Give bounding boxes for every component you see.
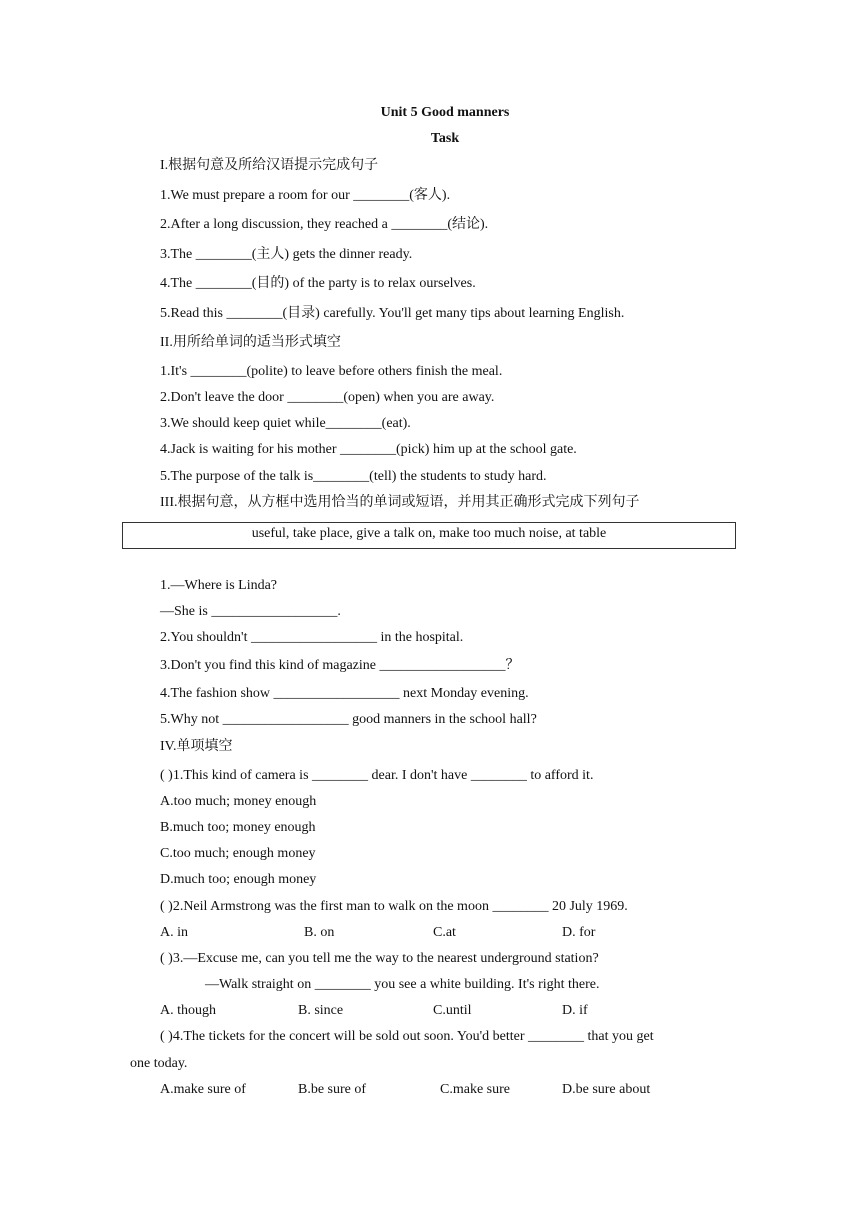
question-3-stem-cont: —Walk straight on ________ you see a white building. It's right there. — [205, 977, 600, 992]
section-1-heading: I.根据句意及所给汉语提示完成句子 — [160, 158, 379, 173]
question-4-option: D.be sure about — [562, 1082, 651, 1097]
section-3-item: 2.You shouldn't __________________ in the hospital. — [160, 630, 464, 645]
question-1-option: B.much too; money enough — [160, 820, 316, 835]
section-3-item: 5.Why not __________________ good manners in the school hall? — [160, 712, 537, 727]
question-3-option: B. since — [298, 1003, 344, 1018]
doc-subtitle: Task — [430, 131, 460, 146]
question-3-option: C.until — [433, 1003, 472, 1018]
question-4-stem-cont: one today. — [130, 1056, 188, 1071]
section-2-item: 2.Don't leave the door ________(open) when you are away. — [160, 390, 495, 405]
question-3-option: A. though — [160, 1003, 216, 1018]
question-2-option: B. on — [304, 925, 335, 940]
question-1-option: C.too much; enough money — [160, 846, 316, 861]
question-1-option: D.much too; enough money — [160, 872, 317, 887]
section-1-item: 4.The ________(目的) of the party is to relax ourselves. — [160, 276, 476, 291]
question-3-stem: ( )3.—Excuse me, can you tell me the way to the nearest underground station? — [160, 951, 599, 966]
section-2-item: 4.Jack is waiting for his mother ________(pick) him up at the school gate. — [160, 442, 577, 457]
section-1-item: 1.We must prepare a room for our ________(客人). — [160, 188, 451, 203]
question-4-option: C.make sure — [440, 1082, 510, 1097]
question-2-option: D. for — [562, 925, 596, 940]
question-3-option: D. if — [562, 1003, 588, 1018]
doc-title: Unit 5 Good manners — [380, 105, 510, 120]
question-4-stem: ( )4.The tickets for the concert will be sold out soon. You'd better ________ that you get — [160, 1029, 654, 1044]
question-2-stem: ( )2.Neil Armstrong was the first man to walk on the moon ________ 20 July 1969. — [160, 899, 628, 914]
section-2-item: 1.It's ________(polite) to leave before others finish the meal. — [160, 364, 503, 379]
section-3-item: 4.The fashion show __________________ next Monday evening. — [160, 686, 529, 701]
section-2-item: 5.The purpose of the talk is________(tell) the students to study hard. — [160, 469, 547, 484]
section-1-item: 5.Read this ________(目录) carefully. You'll get many tips about learning English. — [160, 306, 625, 321]
section-2-item: 3.We should keep quiet while________(eat). — [160, 416, 411, 431]
question-2-option: A. in — [160, 925, 188, 940]
section-2-heading: II.用所给单词的适当形式填空 — [160, 335, 341, 350]
section-1-item: 2.After a long discussion, they reached a ________(结论). — [160, 217, 489, 232]
section-3-item: —She is __________________. — [160, 604, 341, 619]
section-4-heading: IV.单项填空 — [160, 739, 233, 754]
question-4-option: B.be sure of — [298, 1082, 367, 1097]
question-2-option: C.at — [433, 925, 456, 940]
question-1-option: A.too much; money enough — [160, 794, 317, 809]
section-3-heading: III.根据句意，从方框中选用恰当的单词或短语，并用其正确形式完成下列句子 — [160, 495, 640, 510]
question-1-stem: ( )1.This kind of camera is ________ dear. I don't have ________ to afford it. — [160, 768, 594, 783]
question-4-option: A.make sure of — [160, 1082, 246, 1097]
word-bank-box: useful, take place, give a talk on, make too much noise, at table — [122, 522, 736, 549]
section-3-item: 3.Don't you find this kind of magazine __________________？ — [160, 658, 520, 673]
section-1-item: 3.The ________(主人) gets the dinner ready. — [160, 247, 413, 262]
section-3-item: 1.—Where is Linda? — [160, 578, 278, 593]
